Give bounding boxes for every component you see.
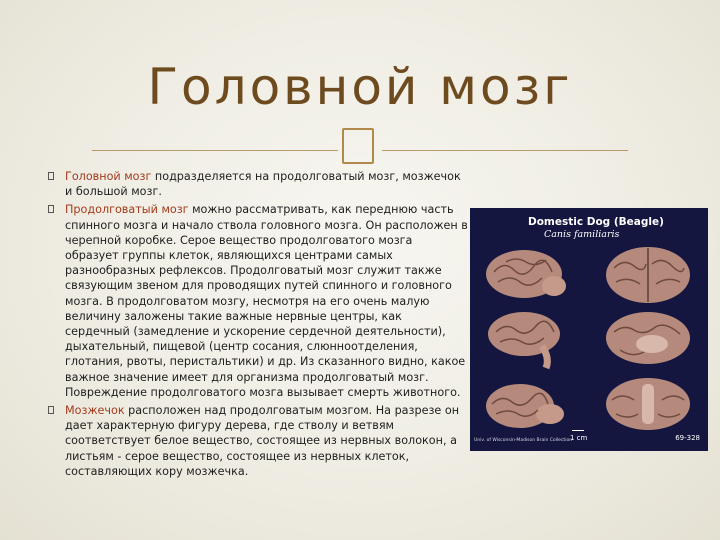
term-brain: Головной мозг — [65, 170, 152, 183]
divider-left — [92, 150, 338, 151]
scale-label: 1 cm — [570, 434, 588, 442]
paragraph-medulla — [48, 202, 468, 400]
brain-medial-middle-image — [598, 308, 698, 374]
photo-title: Domestic Dog (Beagle) — [528, 216, 664, 228]
paragraph-brain — [48, 169, 468, 199]
paragraph-text: подразделяется на продолговатый мозг, мозжечок и большой мозг. — [65, 170, 461, 199]
page-title: Головной мозг — [147, 58, 573, 116]
photo-subtitle: Canis familiaris — [544, 229, 620, 240]
paragraph-text: расположен над продолговатым мозгом. На разрезе он дает характерную фигуру дерева, где стволу и ветвям соответствует белое вещество, состоящее из нервных волокон, а листьям - серое вещество, состоящее из нервных клеток, составляющих кору мозжечка. — [65, 404, 460, 478]
scale-bar — [572, 430, 584, 431]
specimen-id: 69-328 — [675, 434, 700, 442]
ornament-icon — [342, 128, 374, 164]
brain-dorsal-top-image — [598, 242, 698, 308]
bullet-icon — [48, 172, 54, 180]
photo-credit: Univ. of Wisconsin-Madison Brain Collection — [474, 438, 573, 443]
brain-photo — [470, 208, 708, 451]
divider-right — [382, 150, 628, 151]
paragraph-text: можно рассматривать, как переднюю часть спинного мозга и начало ствола головного мозга. Он расположен в черепной коробке. Серое вещество продолговатого мозга образует группы клеток, являющихся центрами самых разнообразных рефлексов. Продолговатый мозг служит также связующим звеном для проводящих путей спинного и головного мозга. В продолговатом мозгу, несмотря на его очень малую величину заложены такие важные нервные центры, как сердечный (замедление и ускорение сердечной деятельности), дыхательный, пищевой (центр сосания, слюнноотделения, глотания, рвоты, перистальтики) и др. Из сказанного видно, какое важное значение имеет для организма продолговатый мозг. Повреждение продолговатого мозга вызывает смерть животного. — [65, 203, 468, 399]
bullet-icon — [48, 205, 54, 213]
paragraph-cerebellum — [48, 403, 468, 479]
term-cerebellum: Мозжечок — [65, 404, 125, 418]
brain-lateral-middle-image — [480, 308, 570, 372]
brain-ventral-bottom-image — [598, 374, 698, 436]
body-text — [48, 169, 468, 482]
bullet-icon — [48, 406, 54, 414]
brain-lateral-bottom-image — [480, 378, 570, 436]
term-medulla: Продолговатый мозг — [65, 203, 189, 217]
brain-lateral-top-image — [480, 244, 570, 306]
